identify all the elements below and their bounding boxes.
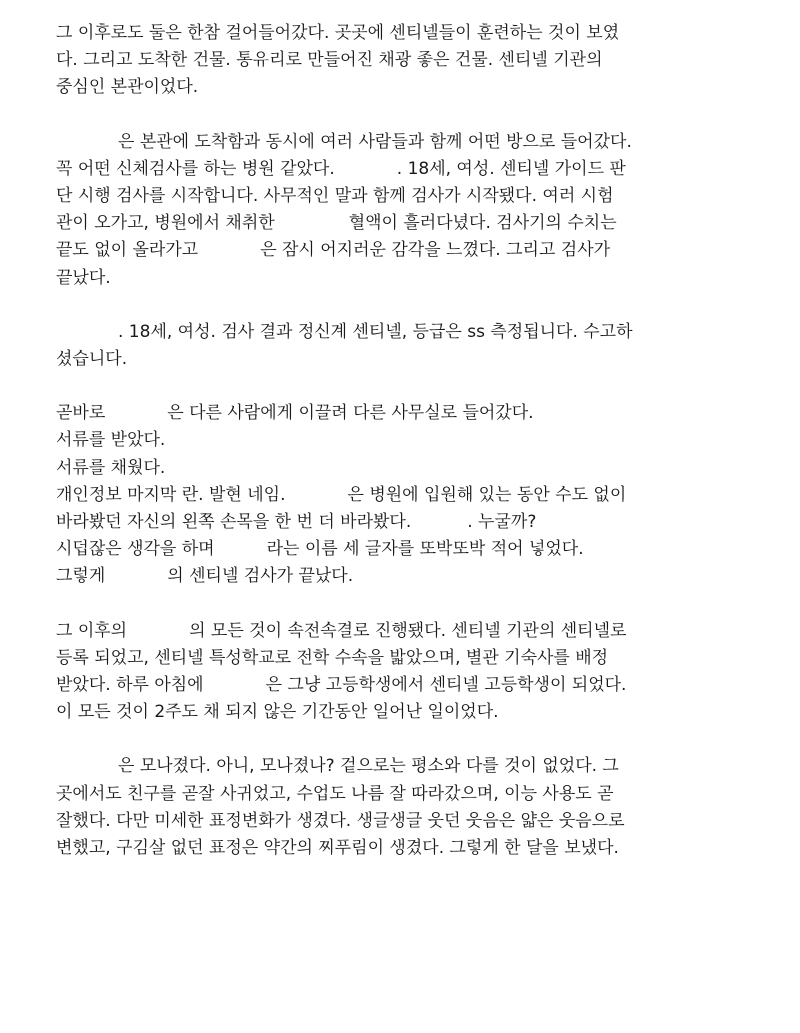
text-segment: 은 본관에 도착함과 동시에 여러 사람들과 함께 어떤 방으로 들어갔다. bbox=[118, 131, 632, 152]
paragraph-3 bbox=[56, 319, 744, 373]
paragraph-1 bbox=[56, 20, 744, 102]
text-segment: 의 모든 것이 속전속결로 진행됐다. 센티넬 기관의 센티넬로 bbox=[189, 620, 627, 641]
text-line: 잘했다. 다만 미세한 표정변화가 생겼다. 생글생글 웃던 웃음은 얇은 웃음으로 bbox=[56, 810, 625, 831]
text-segment: . 누굴까? bbox=[467, 512, 537, 533]
text-line bbox=[56, 672, 744, 699]
text-segment: 관이 오가고, 병원에서 채취한 bbox=[56, 213, 275, 234]
text-segment: . 18세, 여성. 센티넬 가이드 판 bbox=[396, 158, 626, 179]
text-line: 등록 되었고, 센티넬 특성학교로 전학 수속을 밟았으며, 별관 기숙사를 배정 bbox=[56, 647, 609, 668]
text-segment: 은 그냥 고등학생에서 센티넬 고등학생이 되었다. bbox=[265, 675, 627, 696]
text-line bbox=[56, 563, 744, 590]
text-line: 중심인 본관이었다. bbox=[56, 77, 199, 98]
text-segment: 은 모나졌다. 아니, 모나졌나? 겉으로는 평소와 다를 것이 없었다. 그 bbox=[118, 756, 619, 777]
text-segment: 꼭 어떤 신체검사를 하는 병원 같았다. bbox=[56, 158, 335, 179]
text-segment: 곧바로 bbox=[56, 403, 106, 424]
text-segment: 개인정보 마지막 란. 발현 네임. bbox=[56, 484, 286, 505]
text-line: 서류를 받았다. bbox=[56, 430, 166, 451]
text-line: 곳에서도 친구를 곧잘 사귀었고, 수업도 나름 잘 따라갔으며, 이능 사용도 곧 bbox=[56, 783, 614, 804]
paragraph-5 bbox=[56, 618, 744, 727]
text-segment: 은 병원에 입원해 있는 동안 수도 없이 bbox=[347, 484, 627, 505]
text-segment: 은 다른 사람에게 이끌려 다른 사무실로 들어갔다. bbox=[167, 403, 534, 424]
text-segment: 은 잠시 어지러운 감각을 느꼈다. 그리고 검사가 bbox=[260, 240, 611, 261]
text-line bbox=[56, 400, 744, 427]
text-line: 끝났다. bbox=[56, 267, 111, 288]
text-segment: 혈액이 흘러다녔다. 검사기의 수치는 bbox=[348, 213, 617, 234]
paragraph-4 bbox=[56, 400, 744, 590]
text-line: 변했고, 구김살 없던 표정은 약간의 찌푸림이 생겼다. 그렇게 한 달을 보냈다. bbox=[56, 838, 619, 859]
text-segment: 라는 이름 세 글자를 또박또박 적어 넣었다. bbox=[266, 539, 584, 560]
text-segment: 그 이후의 bbox=[56, 620, 128, 641]
text-line: 서류를 채웠다. bbox=[56, 457, 166, 478]
text-line bbox=[56, 618, 744, 645]
text-segment: 끝도 없이 올라가고 bbox=[56, 240, 199, 261]
text-line: 그 이후로도 둘은 한참 걸어들어갔다. 곳곳에 센티넬들이 훈련하는 것이 보였 bbox=[56, 23, 620, 43]
text-line: 다. 그리고 도착한 건물. 통유리로 만들어진 채광 좋은 건물. 센티넬 기관의 bbox=[56, 50, 603, 71]
text-segment: . 18세, 여성. 검사 결과 정신계 센티넬, 등급은 ss 측정됩니다. 수고하 bbox=[118, 321, 633, 342]
text-segment: 받았다. 하루 아침에 bbox=[56, 675, 204, 696]
text-line bbox=[56, 237, 744, 264]
text-line bbox=[56, 753, 744, 780]
paragraph-6 bbox=[56, 753, 744, 862]
text-line: 이 모든 것이 2주도 채 되지 않은 기간동안 일어난 일이었다. bbox=[56, 702, 499, 723]
text-segment: 바라봤던 자신의 왼쪽 손목을 한 번 더 바라봤다. bbox=[56, 512, 412, 533]
text-line bbox=[56, 319, 744, 346]
text-line bbox=[56, 129, 744, 156]
text-line bbox=[56, 482, 744, 509]
text-line bbox=[56, 210, 744, 237]
text-line bbox=[56, 536, 744, 563]
text-segment: 의 센티넬 검사가 끝났다. bbox=[167, 566, 354, 587]
text-line bbox=[56, 156, 744, 183]
text-line bbox=[56, 509, 744, 536]
paragraph-2 bbox=[56, 129, 744, 292]
text-line: 단 시행 검사를 시작합니다. 사무적인 말과 함께 검사가 시작됐다. 여러 시험 bbox=[56, 186, 614, 207]
text-segment: 시덥잖은 생각을 하며 bbox=[56, 539, 215, 560]
text-segment: 그렇게 bbox=[56, 566, 106, 587]
text-line: 셨습니다. bbox=[56, 349, 128, 370]
